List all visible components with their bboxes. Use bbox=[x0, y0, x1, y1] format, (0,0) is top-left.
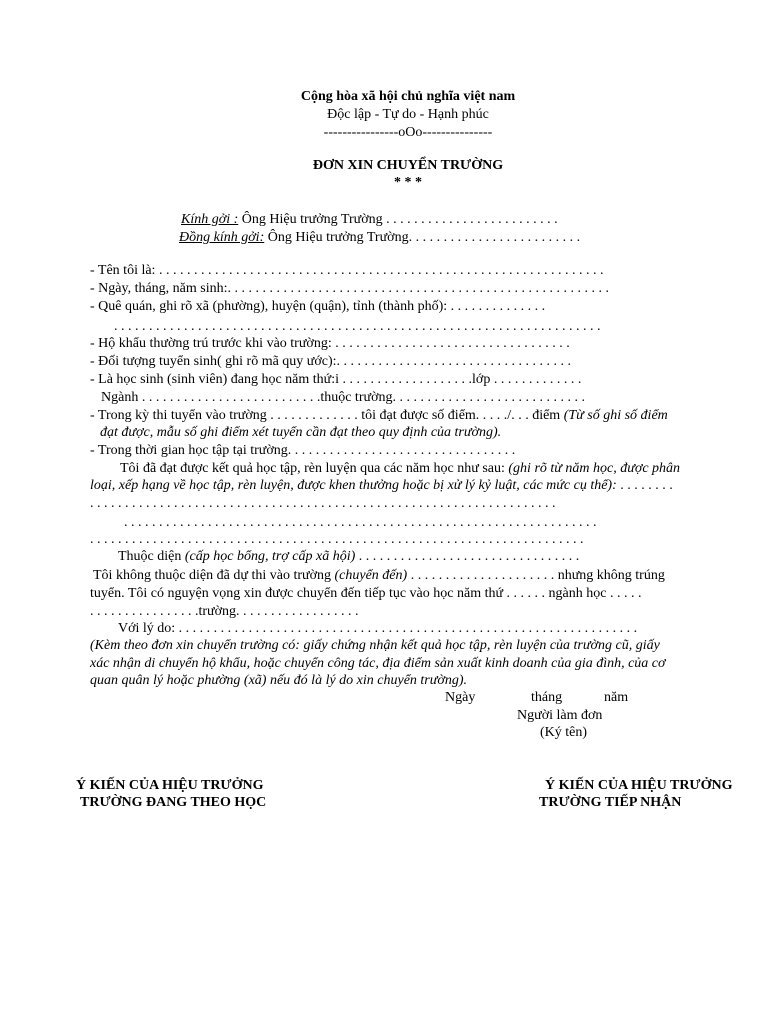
scholarship-dots: . . . . . . . . . . . . . . . . . . . . . . . . . . . . . . . . bbox=[355, 549, 580, 564]
results-dots-line-2: . . . . . . . . . . . . . . . . . . . . . . . . . . . . . . . . . . . . . . . . . . . . . . . . . . . . . . . . . . . . . . . . . . . . bbox=[124, 515, 597, 530]
opinion-current-school-subtitle: TRƯỜNG ĐANG THEO HỌC bbox=[80, 795, 267, 810]
header-divider: ----------------oOo--------------- bbox=[323, 125, 493, 140]
attachments-note-3: quan quân lý hoặc phường (xã) nếu đó là lý do xin chuyển trường). bbox=[90, 673, 468, 688]
date-year-label: năm bbox=[604, 690, 629, 705]
attachments-note-1: (Kèm theo đơn xin chuyển trường có: giấy chứng nhận kết quả học tập, rèn luyện của trường cũ, giấy bbox=[90, 638, 660, 653]
field-student-year: - Là học sinh (sinh viên) đang học năm thứ:i . . . . . . . . . . . . . . . . . . .lớp . . . . . . . . . . . . . bbox=[90, 372, 582, 387]
results-note: (ghi rõ từ năm học, được phân bbox=[508, 461, 681, 476]
scholarship-note: (cấp học bổng, trợ cấp xã hội) bbox=[184, 549, 356, 564]
recipient-line bbox=[181, 211, 558, 229]
opinion-current-school-title: Ý KIẾN CỦA HIỆU TRƯỞNG bbox=[76, 778, 264, 793]
document-title: ĐƠN XIN CHUYỂN TRƯỜNG bbox=[312, 158, 504, 173]
field-not-exam bbox=[93, 567, 665, 585]
field-transfer-wish: tuyển. Tôi có nguyện vọng xin được chuyển đến tiếp tục vào học năm thứ . . . . . . ngành học . . . . . bbox=[90, 586, 642, 601]
opinion-receiving-school-subtitle: TRƯỜNG TIẾP NHẬN bbox=[539, 795, 682, 810]
dong-kinh-goi-label: Đồng kính gởi: bbox=[179, 230, 265, 245]
field-exam-score bbox=[90, 407, 668, 425]
results-dots: . . . . . . . . bbox=[616, 478, 673, 493]
signature-hint: (Ký tên) bbox=[540, 725, 588, 740]
motto: Độc lập - Tự do - Hạnh phúc bbox=[327, 107, 489, 122]
not-exam-note: (chuyển đến) bbox=[334, 568, 408, 583]
results-note-cont: loại, xếp hạng về học tập, rèn luyện, được khen thưởng hoặc bị xử lý kỷ luật, các mức cụ thể): bbox=[90, 478, 617, 493]
field-school-line: . . . . . . . . . . . . . . . .trường. . . . . . . . . . . . . . . . . . bbox=[90, 604, 359, 619]
field-major: Ngành . . . . . . . . . . . . . . . . . . . . . . . . . .thuộc trường. . . . . . . . . . . . . . . . . . . . . . . . . . . . bbox=[101, 390, 585, 405]
results-dots-line-1: . . . . . . . . . . . . . . . . . . . . . . . . . . . . . . . . . . . . . . . . . . . . . . . . . . . . . . . . . . . . . . . . . . . bbox=[90, 496, 556, 511]
kinh-goi-value: Ông Hiệu trưởng Trường . . . . . . . . . . . . . . . . . . . . . . . . . bbox=[238, 212, 558, 227]
field-reason: Với lý do: . . . . . . . . . . . . . . . . . . . . . . . . . . . . . . . . . . . . . . . . . . . . . . . . . . . . . . . . . . . . . . . . . . bbox=[118, 621, 638, 636]
field-exam-score-note-cont: đạt được, mẫu số ghi điểm xét tuyển cần đạt theo quy định của trường). bbox=[100, 425, 502, 440]
field-hometown: - Quê quán, ghi rõ xã (phường), huyện (quận), tỉnh (thành phố): . . . . . . . . . . . . . . bbox=[90, 299, 546, 314]
not-exam-text: Tôi không thuộc diện đã dự thi vào trường bbox=[93, 568, 335, 583]
field-name: - Tên tôi là: . . . . . . . . . . . . . . . . . . . . . . . . . . . . . . . . . . . . . . . . . . . . . . . . . . . . . . . . . . . . . . . . bbox=[90, 263, 604, 278]
opinion-receiving-school-title: Ý KIẾN CỦA HIỆU TRƯỞNG bbox=[545, 778, 733, 793]
results-dots-line-3: . . . . . . . . . . . . . . . . . . . . . . . . . . . . . . . . . . . . . . . . . . . . . . . . . . . . . . . . . . . . . . . . . . . . . . . bbox=[90, 532, 584, 547]
exam-score-text: - Trong kỳ thi tuyển vào trường . . . . . . . . . . . . . tôi đạt được số điểm. . . . ./. . . điểm bbox=[90, 408, 564, 423]
cc-recipient-line bbox=[179, 229, 580, 247]
exam-score-note: (Từ số ghi số điểm bbox=[563, 408, 668, 423]
field-hometown-cont: . . . . . . . . . . . . . . . . . . . . . . . . . . . . . . . . . . . . . . . . . . . . . . . . . . . . . . . . . . . . . . . . . . . . . . bbox=[114, 319, 601, 334]
field-results bbox=[120, 460, 680, 478]
field-residence: - Hộ khẩu thường trú trước khi vào trường: . . . . . . . . . . . . . . . . . . . . . . . . . . . . . . . . . . bbox=[90, 336, 570, 351]
attachments-note-2: xác nhận di chuyển hộ khẩu, hoặc chuyển công tác, địa điểm sản xuất kinh doanh của gia đình, của cơ bbox=[90, 656, 666, 671]
field-enrollment-category: - Đối tượng tuyển sinh( ghi rõ mã quy ước):. . . . . . . . . . . . . . . . . . . . . . . . . . . . . . . . . . bbox=[90, 354, 572, 369]
date-day-label: Ngày bbox=[445, 690, 476, 705]
not-exam-dots: . . . . . . . . . . . . . . . . . . . . . nhưng không trúng bbox=[407, 568, 665, 583]
field-results-cont bbox=[90, 477, 673, 495]
field-scholarship bbox=[118, 548, 579, 566]
applicant-label: Người làm đơn bbox=[517, 708, 603, 723]
field-study-period: - Trong thời gian học tập tại trường. . . . . . . . . . . . . . . . . . . . . . . . . . . . . . . . . bbox=[90, 443, 516, 458]
date-month-label: tháng bbox=[531, 690, 563, 705]
results-text: Tôi đã đạt được kết quả học tập, rèn luyện qua các năm học như sau: bbox=[120, 461, 509, 476]
nation-title: Cộng hòa xã hội chủ nghĩa việt nam bbox=[300, 89, 516, 104]
scholarship-text: Thuộc diện bbox=[118, 549, 185, 564]
field-dob: - Ngày, tháng, năm sinh:. . . . . . . . . . . . . . . . . . . . . . . . . . . . . . . . . . . . . . . . . . . . . . . . . . . . . . . bbox=[90, 281, 610, 296]
title-stars: * * * bbox=[394, 175, 422, 190]
kinh-goi-label: Kính gởi : bbox=[181, 212, 239, 227]
dong-kinh-goi-value: Ông Hiệu trưởng Trường. . . . . . . . . . . . . . . . . . . . . . . . . bbox=[264, 230, 581, 245]
